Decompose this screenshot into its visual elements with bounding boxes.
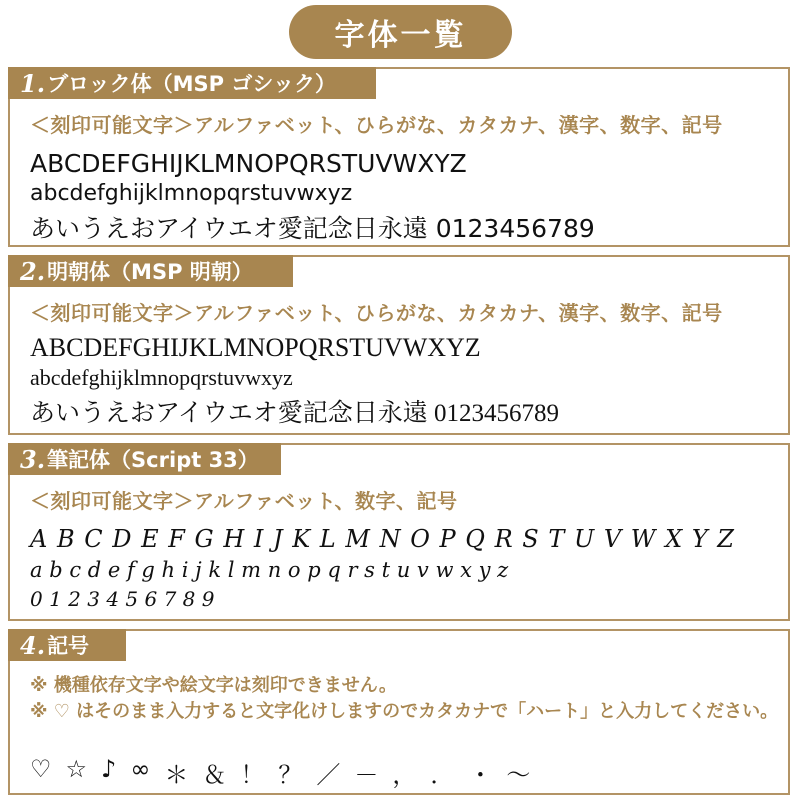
sample-uppercase: A B C D E F G H I J K L M N O P Q R S T U V W X Y Z: [30, 525, 735, 553]
section-tab: [8, 443, 281, 475]
sample-uppercase: ABCDEFGHIJKLMNOPQRSTUVWXYZ: [30, 333, 481, 362]
symbol-question: ？: [278, 761, 303, 789]
sample-lowercase: a b c d e f g h i j k l m n o p q r s t u v w x y z: [30, 558, 509, 582]
section-number: 4.: [20, 630, 46, 660]
symbol-slash: ／: [316, 761, 341, 789]
section-number: 3.: [20, 444, 46, 474]
note-unsupported: ※ 機種依存文字や絵文字は刻印できません。: [30, 675, 397, 696]
section-block: [8, 67, 790, 247]
symbol-infinity: ∞: [130, 755, 151, 783]
sample-digits: 0 1 2 3 4 5 6 7 8 9: [30, 587, 215, 611]
available-chars: ＜刻印可能文字＞アルファベット、数字、記号: [30, 489, 458, 513]
section-mincho: [8, 255, 790, 435]
available-chars: ＜刻印可能文字＞アルファベット、ひらがな、カタカナ、漢字、数字、記号: [30, 113, 723, 137]
section-symbols: [8, 629, 790, 795]
symbol-exclamation: ！: [240, 761, 265, 789]
note-heart: ※ ♡ はそのまま入力すると文字化けしますのでカタカナで「ハート」と入力してください。: [30, 701, 779, 722]
section-script: [8, 443, 790, 621]
available-chars: ＜刻印可能文字＞アルファベット、ひらがな、カタカナ、漢字、数字、記号: [30, 301, 723, 325]
sample-japanese: あいうえおアイウエオ愛記念日永遠 0123456789: [30, 400, 560, 427]
symbol-hyphen: －: [354, 761, 379, 789]
section-tab: [8, 67, 376, 99]
sample-uppercase: ABCDEFGHIJKLMNOPQRSTUVWXYZ: [30, 149, 467, 178]
sample-lowercase: abcdefghijklmnopqrstuvwxyz: [30, 181, 353, 206]
symbol-comma: ，: [392, 761, 417, 789]
section-number: 2.: [20, 256, 46, 286]
section-name: 記号: [47, 634, 90, 658]
symbol-note: ♪: [101, 755, 117, 783]
symbol-star: ☆: [65, 755, 88, 783]
section-number: 1.: [20, 68, 46, 98]
section-name: 筆記体（Script 33）: [47, 448, 259, 472]
symbol-asterisk: ＊: [164, 761, 189, 789]
symbol-tilde: ～: [506, 761, 531, 789]
symbol-period: ．: [430, 761, 455, 789]
section-tab: [8, 255, 293, 287]
sample-japanese: あいうえおアイウエオ愛記念日永遠 0123456789: [30, 214, 595, 243]
symbol-ampersand: ＆: [202, 761, 227, 789]
section-name: 明朝体（MSP 明朝）: [47, 260, 253, 284]
section-name: ブロック体（MSP ゴシック）: [47, 72, 336, 96]
symbol-list: [30, 755, 530, 790]
sample-lowercase: abcdefghijklmnopqrstuvwxyz: [30, 365, 293, 390]
symbol-middle-dot: ・: [468, 761, 493, 789]
symbol-heart: ♡: [30, 755, 52, 783]
page-title: 字体一覧: [289, 5, 512, 59]
section-tab: [8, 629, 126, 661]
